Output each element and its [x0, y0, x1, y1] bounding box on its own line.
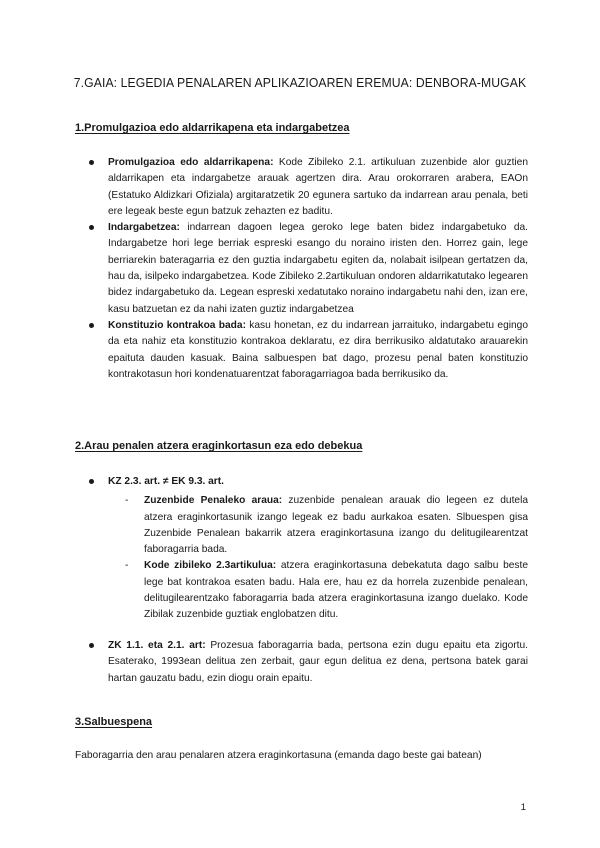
item-term: Konstituzio kontrakoa bada:: [108, 319, 246, 331]
list-item: [0, 318, 600, 383]
bullet-icon: [89, 323, 94, 328]
bullet-icon: [89, 479, 94, 484]
item-text: kasu honetan, ez du indarrean jarraituko, indargabetu egingo da eta nahiz eta konstituzio kontrakoa deklaratu, ez dira berrikusiko aldatutako arauarekin epaituta dauden kasuak. Baina salbuespen bat dago, prozesu penal baten konstituzio kontrakotasun hori kondenatuarentzat faboragarriagoa bada berrikusiko da.: [108, 319, 528, 380]
sub-item-term: Kode zibileko 2.3artikulua:: [144, 560, 277, 572]
list-item: [0, 638, 600, 687]
sub-list: [108, 493, 528, 623]
section-3-heading: 3.Salbuespena: [75, 716, 153, 728]
bullet-icon: [89, 643, 94, 648]
dash-marker: -: [125, 495, 129, 507]
section-1-list: [0, 155, 600, 383]
item-term: KZ 2.3. art. ≠ EK 9.3. art.: [108, 476, 224, 487]
item-term: Indargabetzea:: [108, 222, 180, 234]
bullet-icon: [89, 160, 94, 165]
list-item: [0, 155, 600, 220]
item-text: Prozesua faboragarria bada, pertsona ezin dugu epaitu eta zigortu. Esaterako, 1993ean delitua zen zerbait, gaur egun delitua ez dena, pertsona batek garai hartan gauzatu badu, ezin diogu orain epaitu.: [108, 640, 529, 684]
sub-item-text: atzera eraginkortasuna debekatuta dago salbu beste lege bat kontrakoa esaten badu. Hala ere, hau ez da horrela zuzenbide penalean, delitugilearentzako faboragarria bada atzera eraginkortasuna izango duelako. Kode Zibilak zuzenbide guztiak englobatzen ditu.: [144, 560, 528, 621]
sub-item-text: zuzenbide penalean arauak dio legeen ez dutela atzera eraginkortasunik izango legeak ez badu aurkakoa esaten. Slbuespen gisa Zuzenbide Penalean bakarrik atzera eraginkortasuna izango du delitugilearentzat faboragarria bada.: [144, 495, 528, 556]
item-term: Promulgazioa edo aldarrikapena:: [108, 157, 274, 168]
item-text: Kode Zibileko 2.1. artikuluan zuzenbide alor guztien aldarrikapen eta indargabetze arauak agertzen dira. Arau orokorraren arabera, EAOn (Estatuko Aldizkari Ofiziala) argitaratzetik 20 egunera sartuko da indarrean arau penala, beti ere legeak beste egun batzuk zehazten ez baditu.: [108, 157, 528, 217]
section-2-list: [0, 474, 600, 624]
document-title: 7.GAIA: LEGEDIA PENALAREN APLIKAZIOAREN EREMUA: DENBORA-MUGAK: [73, 75, 527, 91]
list-item: [0, 220, 600, 318]
section-1-heading: 1.Promulgazioa edo aldarrikapena eta indargabetzea: [75, 122, 350, 134]
item-text: indarrean dagoen legea geroko lege baten bidez indargabetuko da. Indargabetze hori lege berriak espreski esango du noraino iristen den. Horrez gain, lege berriarekin bateragarria ez den guztia indargabetu egiten da, nolabait isilpean gertatzen da, hau da, isilpeko indargabetzea. Kode Zibileko 2.2artikuluan ondoren aldarrikatutako legearen bidez indargabetuko da. Legean espreski xedatutako noraino indargabetu nahi den, izan ere, kasu batzuetan ez da nahi izaten guztiz indargabetzea: [108, 222, 528, 315]
sub-item-term: Zuzenbide Penaleko araua:: [144, 495, 283, 507]
page-number: 1: [520, 802, 526, 813]
section-2-list-continued: [0, 638, 600, 687]
sub-list-item: [108, 558, 528, 623]
section-3-text: Faboragarria den arau penalaren atzera eraginkortasuna (emanda dago beste gai batean): [75, 750, 482, 761]
item-term: ZK 1.1. eta 2.1. art:: [108, 640, 206, 651]
list-item: [0, 474, 600, 624]
dash-marker: -: [125, 560, 129, 572]
section-2-heading: 2.Arau penalen atzera eraginkortasun eza edo debekua: [75, 440, 363, 452]
sub-list-item: [108, 493, 528, 558]
bullet-icon: [89, 225, 94, 230]
